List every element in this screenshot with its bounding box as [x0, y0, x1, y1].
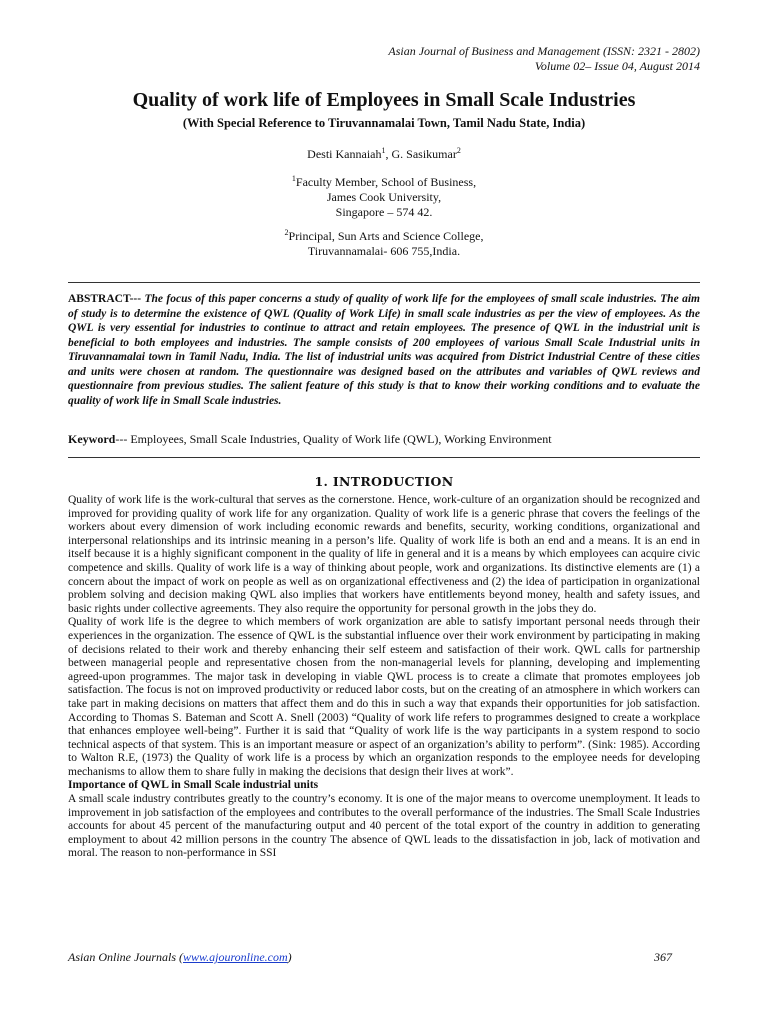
keyword-label: Keyword: [68, 432, 116, 446]
paper-title: Quality of work life of Employees in Small Scale Industries: [132, 89, 636, 111]
footer-prefix: Asian Online Journals (: [68, 950, 183, 964]
affiliation-1-superscript: 1: [291, 174, 296, 183]
affiliation-1-line-1: Faculty Member, School of Business,: [295, 175, 477, 189]
abstract: [68, 292, 700, 408]
abstract-text: The focus of this paper concerns a study of quality of work life for the employees of small scale industries. The aim of study is to determine the existence of QWL (Quality of Work Life) in small scale industries as per the view of employees. As the QWL is very essential for industries to continue to attract and retain employees. The presence of QWL in the industrial unit is beneficial to both employees and industries. The sample consists of 200 employees of various Small Scale Industrial units in Tiruvannamalai town in Tamil Nadu, India. The list of industrial units was acquired from District Industrial Centre of these cities and units were chosen at random. The questionnaire was designed based on the attributes and variables of QWL reviews and questionnaire from previous studies. The salient feature of this study is that to know their working conditions and to evaluate the quality of work life in Small Scale industries.: [68, 293, 700, 407]
author-1: Desti Kannaiah: [307, 147, 382, 161]
affiliation-1: [0, 175, 768, 220]
journal-header: [388, 44, 700, 74]
section-body: [68, 494, 700, 861]
journal-volume: Volume 02– Issue 04, August 2014: [534, 59, 700, 73]
section-heading: 1. INTRODUCTION: [314, 474, 454, 489]
affiliation-2-superscript: 2: [284, 228, 289, 237]
author-1-superscript: 1: [381, 146, 386, 155]
author-2: G. Sasikumar: [391, 147, 457, 161]
footer-suffix: ): [287, 950, 292, 964]
paragraph: Quality of work life is the work-cultural that serves as the cornerstone. Hence, work-culture of an organization should be recognized and improved for providing quality of work life for any organization. Quality of work life is a generic phrase that covers the feelings of the workers about every dimension of work including economic rewards and benefits, security, working conditions, organizational and interpersonal relationships and its intrinsic meaning in a person’s life. Quality of work life is both an end and a means. It is an end in itself because it is a highly significant component in the quality of life in general and it is a means by which employees can acquire civic competence and skills. Quality of work life is a way of thinking about people, work and organizations. Its distinctive elements are (1) a concern about the impact of work on people as well as on organizational effectiveness and (2) the idea of participation in organizational problem solving and decision making QWL also implies that workers have entitlements beyond money, health and safety issues, and basic rights under collective agreements. They also require the opportunity for personal growth in the jobs they do.: [68, 494, 700, 615]
keywords: [68, 432, 700, 446]
journal-name: Asian Journal of Business and Management (ISSN: 2321 - 2802): [388, 44, 700, 58]
author-line: [0, 147, 768, 162]
affiliation-1-line-3: Singapore – 574 42.: [335, 205, 433, 219]
affiliation-1-line-2: James Cook University,: [326, 190, 442, 204]
affiliation-2: [0, 229, 768, 259]
abstract-label: ABSTRACT---: [68, 293, 142, 305]
paragraph: A small scale industry contributes greatly to the country’s economy. It is one of the major means to overcome unemployment. It leads to improvement in job satisfaction of the employees and contributes to the overall performance of the industries. The Small Scale Industries accounts for about 45 percent of the manufacturing output and 40 percent of the total export of the country in addition to generating employment to about 42 million persons in the country The absence of QWL leads to the dissatisfaction in job, lack of motivation and moral. The reason to non-performance in SSI: [68, 793, 700, 860]
keyword-text: --- Employees, Small Scale Industries, Quality of Work life (QWL), Working Environment: [115, 432, 552, 446]
affiliation-2-line-1: Principal, Sun Arts and Science College,: [288, 229, 484, 243]
paper-subtitle: (With Special Reference to Tiruvannamalai Town, Tamil Nadu State, India): [182, 116, 586, 130]
page-number: 367: [654, 950, 672, 964]
paragraph: Quality of work life is the degree to which members of work organization are able to satisfy important personal needs through their experiences in the organization. The essence of QWL is the substantial influence over their work environment by participating in making of decisions related to their work and thereby enhancing their self esteem and satisfaction of their work. QWL calls for partnership between managerial people and representative chosen from the non-managerial levels for planning, developing and implementing agreed-upon programmes. The major task in developing in viable QWL process is to create a climate that promotes employees job satisfaction. The focus is not on improved productivity or reduced labor costs, but on the creating of an atmosphere in which workers can take part in making decisions on matters that affect them and do this in such a way that expands their opportunities for job satisfaction. According to Thomas S. Bateman and Scott A. Snell (2003) “Quality of work life refers to programmes designed to create a workplace that enhances employee well-being”. Further it is said that “Quality of work life is the way participants in a system respond to socio technical aspects of that system. This is an important measure or aspect of an organization’s ability to perform”. (Sink: 1985). According to Walton R.E, (1973) the Quality of work life is a process by which an organization responds to the employee needs for developing mechanisms to allow them to share fully in making the decisions that design their lives at work”.: [68, 616, 700, 778]
author-2-superscript: 2: [456, 146, 461, 155]
footer-link[interactable]: www.ajouronline.com: [183, 950, 288, 964]
divider-bottom: [68, 457, 700, 458]
footer-source: [68, 950, 292, 965]
divider-top: [68, 282, 700, 283]
affiliation-2-line-2: Tiruvannamalai- 606 755,India.: [307, 244, 461, 258]
author-separator: ,: [385, 147, 392, 161]
subsection-heading: Importance of QWL in Small Scale industrial units: [68, 779, 319, 792]
